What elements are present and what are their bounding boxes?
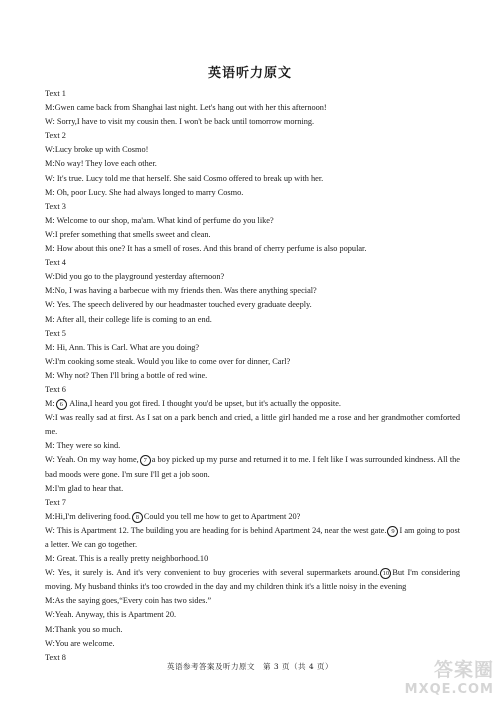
line-text: M: How about this one? It has a smell of roses. And this brand of cherry perfume is also popular. xyxy=(45,244,367,254)
transcript-line xyxy=(45,284,460,298)
transcript-line xyxy=(45,594,460,608)
section-heading xyxy=(45,200,460,214)
answer-marker: 6 xyxy=(56,399,67,410)
section-heading xyxy=(45,327,460,341)
line-text-continued: Alina,I heard you got fired. I thought you'd be upset, but it's actually the opposite. xyxy=(67,399,341,409)
transcript-line xyxy=(45,439,460,453)
transcript-line xyxy=(45,313,460,327)
line-text: M: Oh, poor Lucy. She had always longed to marry Cosmo. xyxy=(45,187,244,197)
line-text: W: Yeah. On my way home, xyxy=(45,455,139,465)
line-text: W:Yeah. Anyway, this is Apartment 20. xyxy=(45,610,177,620)
line-text: M: Hi, Ann. This is Carl. What are you doing? xyxy=(45,342,200,352)
line-text-continued: Could you tell me how to get to Apartment 20? xyxy=(143,511,301,521)
line-text: M: Great. This is a really pretty neighborhood.10 xyxy=(45,554,209,564)
line-text: Text 3 xyxy=(45,201,66,211)
line-text: W: Sorry,I have to visit my cousin then. I won't be back until tomorrow morning. xyxy=(45,117,315,127)
transcript-line xyxy=(45,411,460,439)
section-heading xyxy=(45,129,460,143)
line-text: W: It's true. Lucy told me that herself. She said Cosmo offered to break up with her. xyxy=(45,173,324,183)
line-text: M:Hi,I'm delivering food. xyxy=(45,511,131,521)
page-title: 英语听力原文 xyxy=(207,66,292,81)
line-text: M: After all, their college life is coming to an end. xyxy=(45,314,212,324)
transcript-line xyxy=(45,242,460,256)
line-text: M:No, I was having a barbecue with my friends then. Was there anything special? xyxy=(45,286,317,296)
line-text: W: This is Apartment 12. The building you are heading for is behind Apartment 24, near the west gate. xyxy=(45,525,387,535)
line-text: W:I was really sad at first. As I sat on a park bench and cried, a little girl handed me a rose and her grandmother comforted me. xyxy=(45,413,460,437)
transcript-line xyxy=(45,115,460,129)
section-heading xyxy=(45,383,460,397)
line-text: M: Welcome to our shop, ma'am. What kind of perfume do you like? xyxy=(45,215,274,225)
line-text: Text 6 xyxy=(45,384,66,394)
transcript-line xyxy=(45,172,460,186)
line-text: Text 2 xyxy=(45,131,66,141)
line-text: W:I prefer something that smells sweet and clean. xyxy=(45,229,211,239)
transcript-line xyxy=(45,298,460,312)
watermark-url: MXQE.COM xyxy=(404,682,494,697)
transcript-line xyxy=(45,157,460,171)
transcript-line xyxy=(45,566,460,594)
transcript-line xyxy=(45,397,460,411)
watermark-logo xyxy=(402,655,494,699)
transcript-line xyxy=(45,524,460,552)
line-text: M: They were so kind. xyxy=(45,441,121,451)
section-heading xyxy=(45,256,460,270)
line-text-continued: a boy picked up my purse and returned it to me. I felt like I was surrounded kindness. All the bad moods were gone. I'm sure I'll get a job soon. xyxy=(45,455,460,479)
transcript-line xyxy=(45,482,460,496)
transcript-line xyxy=(45,214,460,228)
line-text: M:I'm glad to hear that. xyxy=(45,483,124,493)
transcript-line xyxy=(45,510,460,524)
line-text: Text 5 xyxy=(45,328,66,338)
transcript-line xyxy=(45,552,460,566)
transcript-body xyxy=(45,87,460,665)
transcript-line xyxy=(45,608,460,622)
transcript-line xyxy=(45,228,460,242)
line-text-continued: I am going to post a letter. We can go together. xyxy=(45,525,460,549)
line-text: M:As the saying goes,“Every coin has two sides.” xyxy=(45,596,212,606)
answer-marker: 10 xyxy=(380,568,391,579)
line-text-continued: But I'm considering moving. My husband thinks it's too crowded in the day and my children think it's a little noisy in the evening xyxy=(45,568,460,592)
line-text: M:No way! They love each other. xyxy=(45,159,157,169)
section-heading xyxy=(45,87,460,101)
line-text: M:Thank you so much. xyxy=(45,624,123,634)
answer-marker: 8 xyxy=(132,512,143,523)
transcript-line xyxy=(45,270,460,284)
line-text: M: Why not? Then I'll bring a bottle of red wine. xyxy=(45,370,208,380)
line-text: W: Yes. The speech delivered by our headmaster touched every graduate deeply. xyxy=(45,300,312,310)
transcript-line xyxy=(45,186,460,200)
transcript-line xyxy=(45,453,460,481)
transcript-line xyxy=(45,637,460,651)
line-text: W: Yes, it surely is. And it's very convenient to buy groceries with several supermarkets around. xyxy=(45,568,380,578)
line-text: W:Lucy broke up with Cosmo! xyxy=(45,145,149,155)
line-text: W:You are welcome. xyxy=(45,638,115,648)
transcript-line xyxy=(45,623,460,637)
transcript-line xyxy=(45,143,460,157)
line-text: Text 8 xyxy=(45,652,66,662)
line-text: M: xyxy=(45,399,55,409)
page-footer: 英语参考答案及听力原文 第 3 页（共 4 页） xyxy=(166,662,334,671)
line-text: Text 7 xyxy=(45,497,66,507)
line-text: M:Gwen came back from Shanghai last night. Let's hang out with her this afternoon! xyxy=(45,103,327,113)
transcript-line xyxy=(45,355,460,369)
transcript-line xyxy=(45,101,460,115)
transcript-line xyxy=(45,369,460,383)
transcript-line xyxy=(45,341,460,355)
answer-marker: 7 xyxy=(140,455,151,466)
line-text: Text 4 xyxy=(45,258,66,268)
section-heading xyxy=(45,496,460,510)
line-text: W:I'm cooking some steak. Would you like to come over for dinner, Carl? xyxy=(45,356,291,366)
line-text: W:Did you go to the playground yesterday afternoon? xyxy=(45,272,225,282)
answer-marker: 9 xyxy=(387,526,398,537)
line-text: Text 1 xyxy=(45,89,66,98)
watermark-logo-text: 答案圈 xyxy=(433,659,494,681)
